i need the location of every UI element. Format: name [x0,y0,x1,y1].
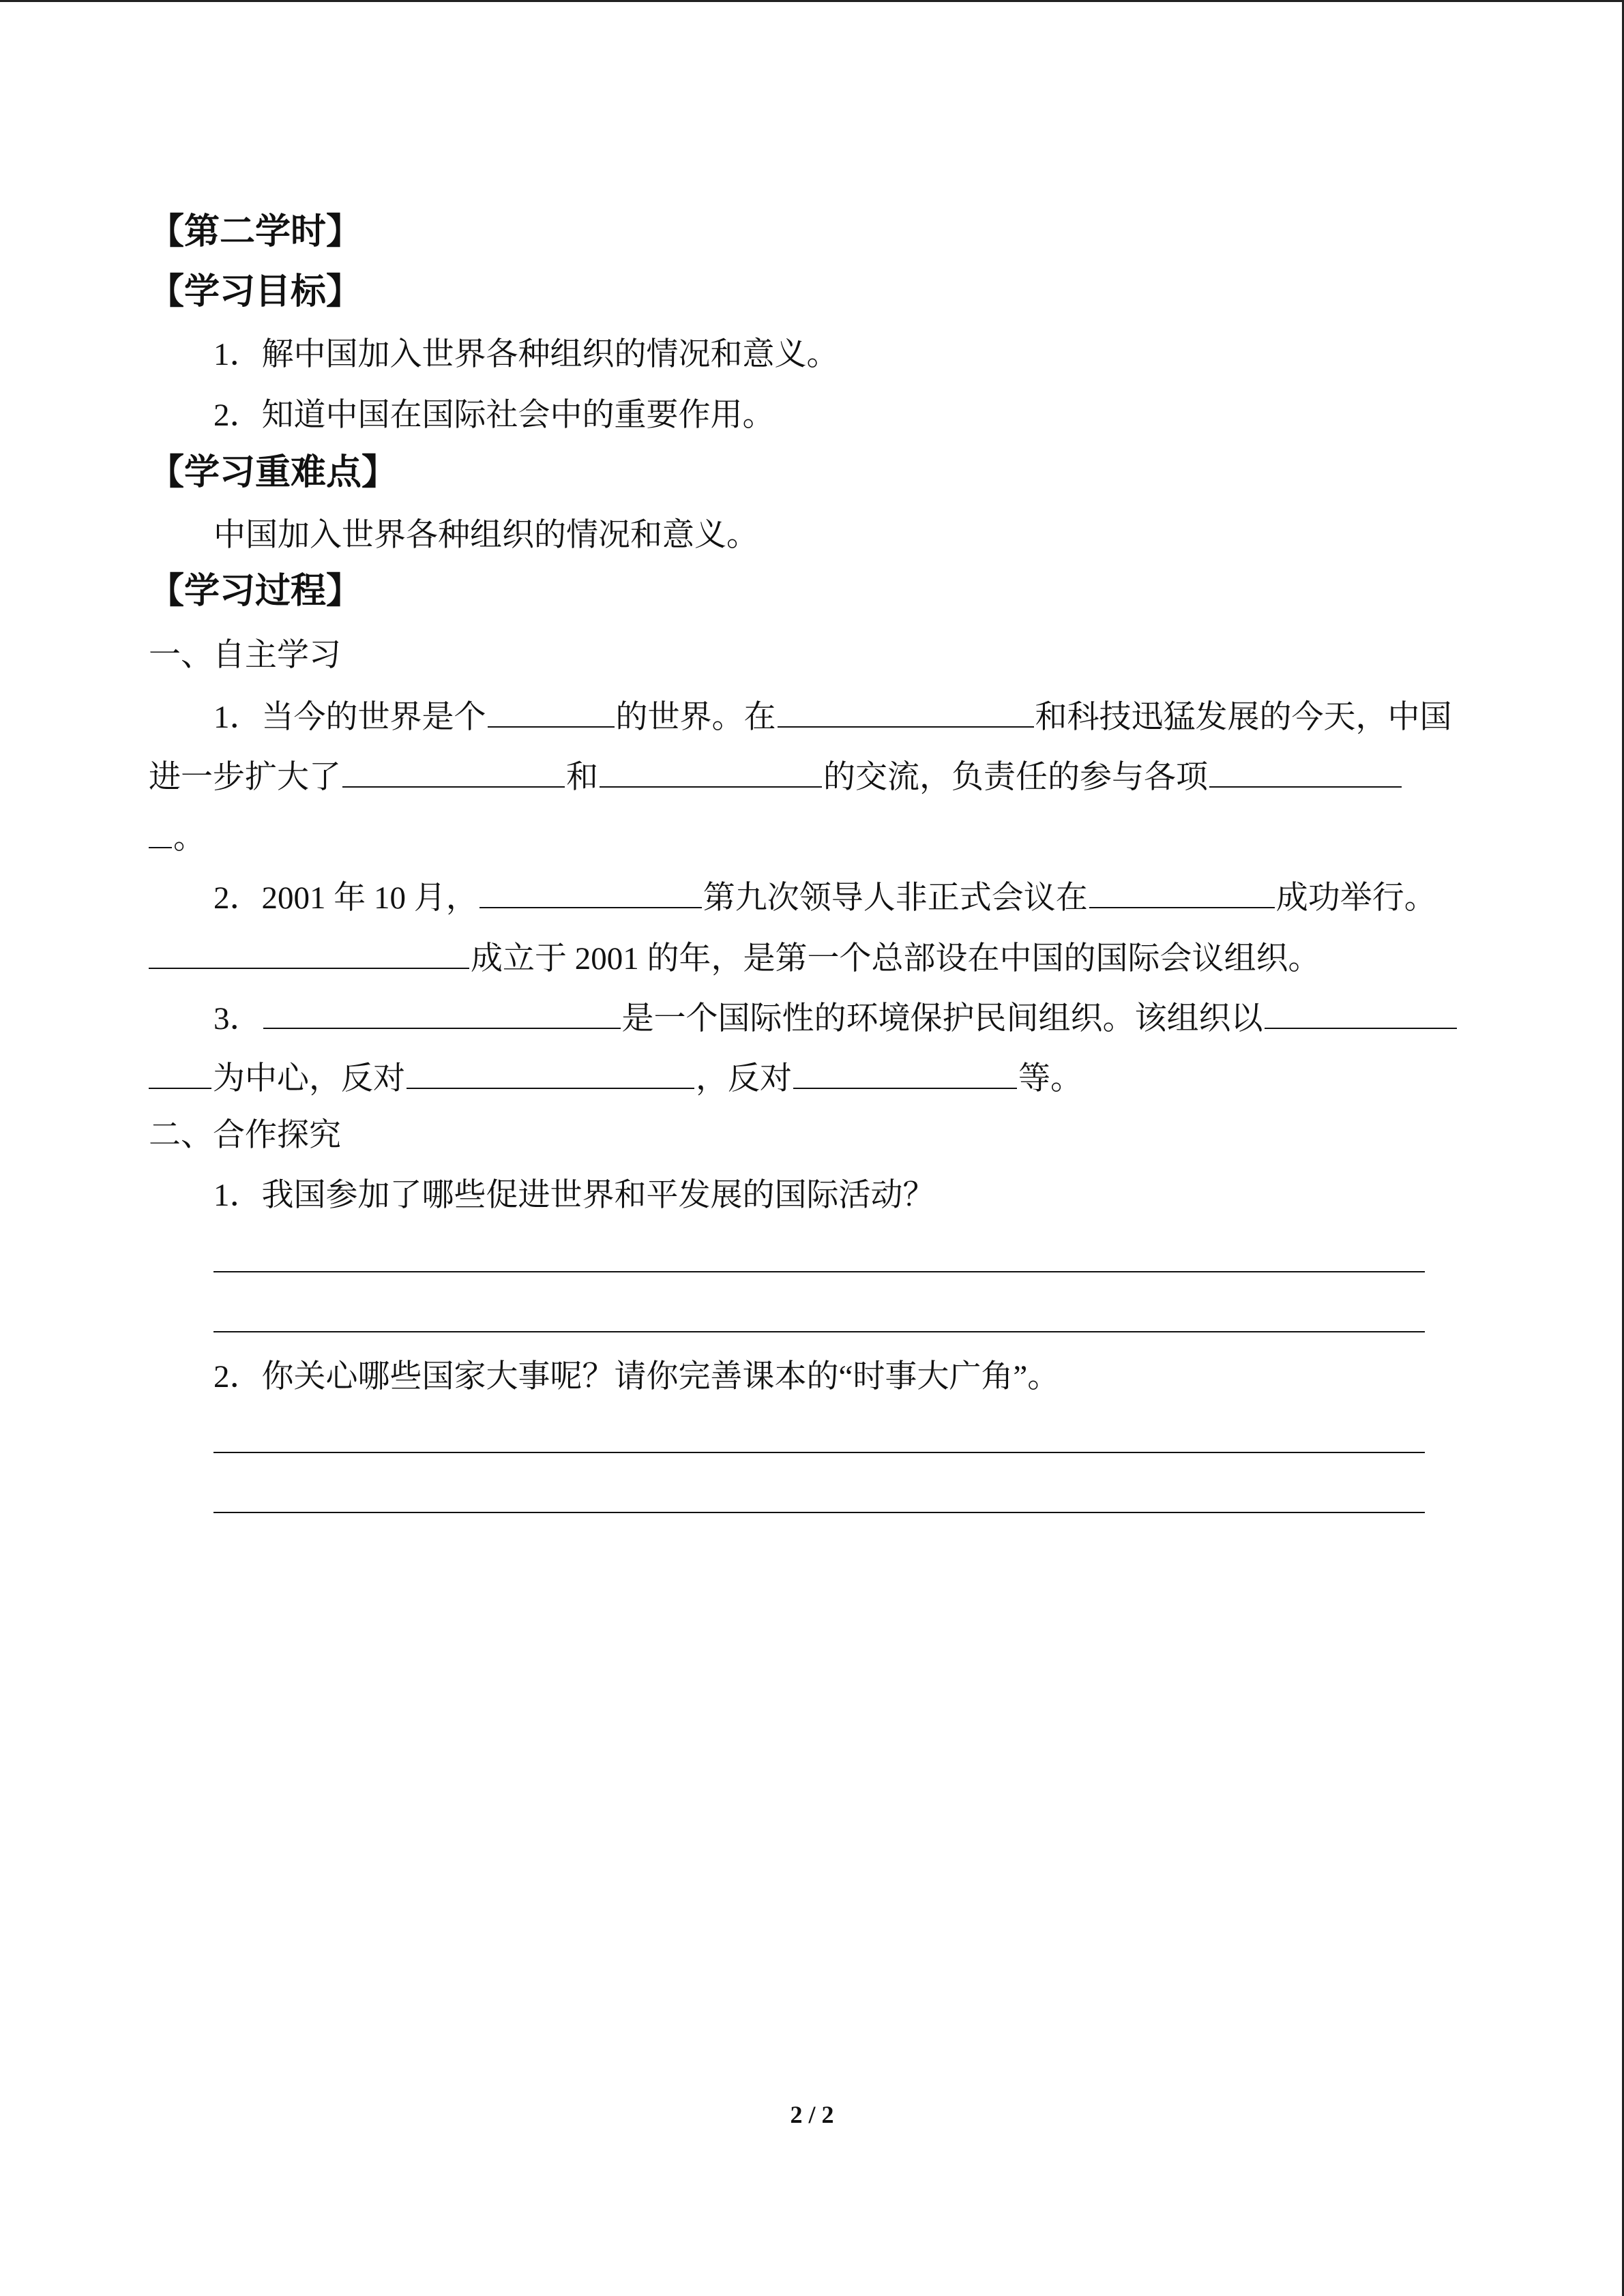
question-1-line-2 [149,755,1403,798]
section-self-study-title: 一、自主学习 [149,638,341,673]
answer-line[interactable] [213,1271,1425,1272]
question-1-text-f: 的交流，负责任的参与各项 [823,760,1208,795]
question-2-text-c: 成功举行。 [1275,880,1436,916]
question-1-text-b: 的世界。在 [615,700,776,735]
question-1-text-a: 1．当今的世界是个 [213,700,486,735]
question-3-text-c: 为中心，反对 [213,1061,405,1097]
question-1-line-1 [213,695,1452,738]
question-1-text-c: 和科技迅猛发展的今天，中国 [1035,700,1452,735]
fill-blank[interactable] [1265,996,1457,1029]
question-3-text-a: 3． [213,1001,262,1037]
question-3-text-e: 等。 [1018,1061,1082,1097]
fill-blank[interactable] [149,1056,211,1089]
question-2-text-a: 2．2001 年 10 月， [213,880,478,916]
question-1-text-g: 。 [173,820,205,856]
fill-blank[interactable] [263,996,621,1029]
answer-line[interactable] [213,1512,1425,1513]
fill-blank[interactable] [488,695,615,728]
inquiry-question-1: 1．我国参加了哪些促进世界和平发展的国际活动？ [213,1178,935,1213]
answer-line[interactable] [213,1452,1425,1453]
fill-blank[interactable] [1209,755,1402,788]
fill-blank[interactable] [407,1056,694,1089]
question-2-text-d: 成立于 2001 的年，是第一个总部设在中国的国际会议组织。 [471,941,1320,976]
fill-blank[interactable] [1089,876,1275,908]
fill-blank[interactable] [600,755,822,788]
answer-line[interactable] [213,1331,1425,1332]
question-2-line-1 [213,876,1436,919]
question-1-line-3 [149,816,205,859]
goal-item-1: 1．解中国加入世界各种组织的情况和意义。 [213,337,839,372]
fill-blank[interactable] [778,695,1034,728]
question-3-line-2 [149,1056,1082,1099]
question-2-text-b: 第九次领导人非正式会议在 [703,880,1088,916]
question-2-line-2 [149,936,1320,979]
question-3-line-1 [213,996,1458,1039]
heading-goals: 【学习目标】 [149,271,362,312]
heading-key-points: 【学习重难点】 [149,452,398,493]
heading-process: 【学习过程】 [149,571,362,612]
goal-item-2: 2．知道中国在国际社会中的重要作用。 [213,398,775,433]
page-number: 2 / 2 [790,2101,834,2128]
fill-blank[interactable] [479,876,702,908]
question-3-text-d: ，反对 [696,1061,792,1097]
inquiry-question-2: 2．你关心哪些国家大事呢？请你完善课本的“时事大广角”。 [213,1359,1060,1395]
question-3-text-b: 是一个国际性的环境保护民间组织。该组织以 [621,1001,1263,1037]
question-1-text-e: 和 [566,760,598,795]
fill-blank[interactable] [149,936,469,969]
fill-blank[interactable] [149,816,172,848]
heading-lesson: 【第二学时】 [149,211,362,252]
key-points-text: 中国加入世界各种组织的情况和意义。 [213,518,758,553]
section-cooperation-title: 二、合作探究 [149,1118,341,1153]
fill-blank[interactable] [793,1056,1017,1089]
fill-blank[interactable] [342,755,565,788]
question-1-text-d: 进一步扩大了 [149,760,341,795]
